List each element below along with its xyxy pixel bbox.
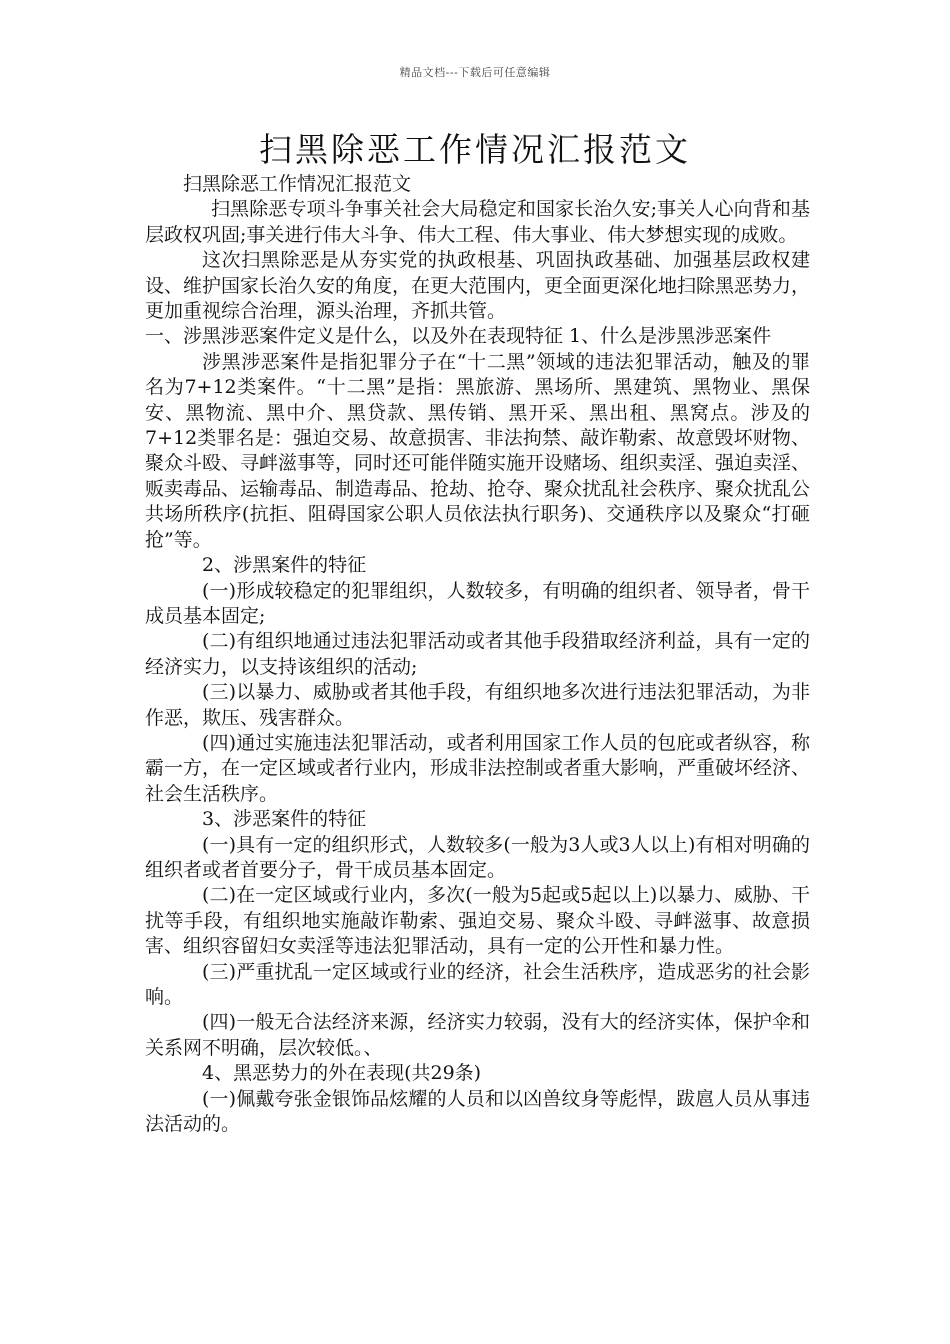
document-subtitle: 扫黑除恶工作情况汇报范文 — [183, 173, 412, 195]
list-item: (一)形成较稳定的犯罪组织，人数较多，有明确的组织者、领导者，骨干成员基本固定; — [145, 579, 810, 627]
list-item: (三)以暴力、威胁或者其他手段，有组织地多次进行违法犯罪活动，为非作恶，欺压、残害群众。 — [145, 681, 810, 729]
subsection-heading: 3、涉恶案件的特征 — [202, 808, 367, 831]
document-title: 扫黑除恶工作情况汇报范文 — [259, 130, 691, 169]
list-item: (四)一般无合法经济来源，经济实力较弱，没有大的经济实体，保护伞和关系网不明确，层次较低。、 — [145, 1011, 810, 1059]
page-header-note: 精品文档---下载后可任意编辑 — [399, 66, 551, 79]
subsection-heading: 4、黑恶势力的外在表现(共29条) — [202, 1062, 482, 1085]
list-item: (四)通过实施违法犯罪活动，或者利用国家工作人员的包庇或者纵容，称霸一方，在一定区域或者行业内，形成非法控制或者重大影响，严重破坏经济、社会生活秩序。 — [145, 731, 811, 805]
section-heading: 一、涉黑涉恶案件定义是什么，以及外在表现特征 1、什么是涉黑涉恶案件 — [145, 325, 772, 348]
paragraph: 这次扫黑除恶是从夯实党的执政根基、巩固执政基础、加强基层政权建设、维护国家长治久安的角度，在更大范围内，更全面更深化地扫除黑恶势力，更加重视综合治理，源头治理，齐抓共管。 — [145, 249, 811, 323]
list-item: (二)有组织地通过违法犯罪活动或者其他手段猎取经济利益，具有一定的经济实力，以支持该组织的活动; — [145, 630, 810, 678]
list-item: (一)佩戴夸张金银饰品炫耀的人员和以凶兽纹身等彪悍，跋扈人员从事违法活动的。 — [145, 1087, 810, 1136]
paragraph: 涉黑涉恶案件是指犯罪分子在“十二黑”领域的违法犯罪活动，触及的罪名为7+12类案件。“十二黑”是指：黑旅游、黑场所、黑建筑、黑物业、黑保安、黑物流、黑中介、黑贷款、黑传销、黑开采、黑出租、黑窝点。涉及的7+12类罪名是：强迫交易、故意损害、非法拘禁、敲诈勒索、故意毁坏财物、聚众斗殴、寻衅滋事等，同时还可能伴随实施开设赌场、组织卖淫、强迫卖淫、贩卖毒品、运输毒品、制造毒品、抢劫、抢夺、聚众扰乱社会秩序、聚众扰乱公共场所秩序(抗拒、阻碍国家公职人员依法执行职务)、交通秩序以及聚众“打砸抢”等。 — [145, 350, 811, 551]
list-item: (三)严重扰乱一定区域或行业的经济，社会生活秩序，造成恶劣的社会影响。 — [145, 960, 810, 1008]
paragraph: 扫黑除恶专项斗争事关社会大局稳定和国家长治久安;事关人心向背和基层政权巩固;事关进行伟大斗争、伟大工程、伟大事业、伟大梦想实现的成败。 — [145, 198, 810, 246]
subsection-heading: 2、涉黑案件的特征 — [202, 554, 367, 577]
list-item: (二)在一定区域或行业内，多次(一般为5起或5起以上)以暴力、威胁、干扰等手段，有组织地实施敲诈勒索、强迫交易、聚众斗殴、寻衅滋事、故意损害、组织容留妇女卖淫等违法犯罪活动，具有一定的公开性和暴力性。 — [145, 884, 810, 958]
list-item: (一)具有一定的组织形式，人数较多(一般为3人或3人以上)有相对明确的组织者或者首要分子，骨干成员基本固定。 — [145, 833, 810, 881]
document-body — [145, 172, 810, 1137]
